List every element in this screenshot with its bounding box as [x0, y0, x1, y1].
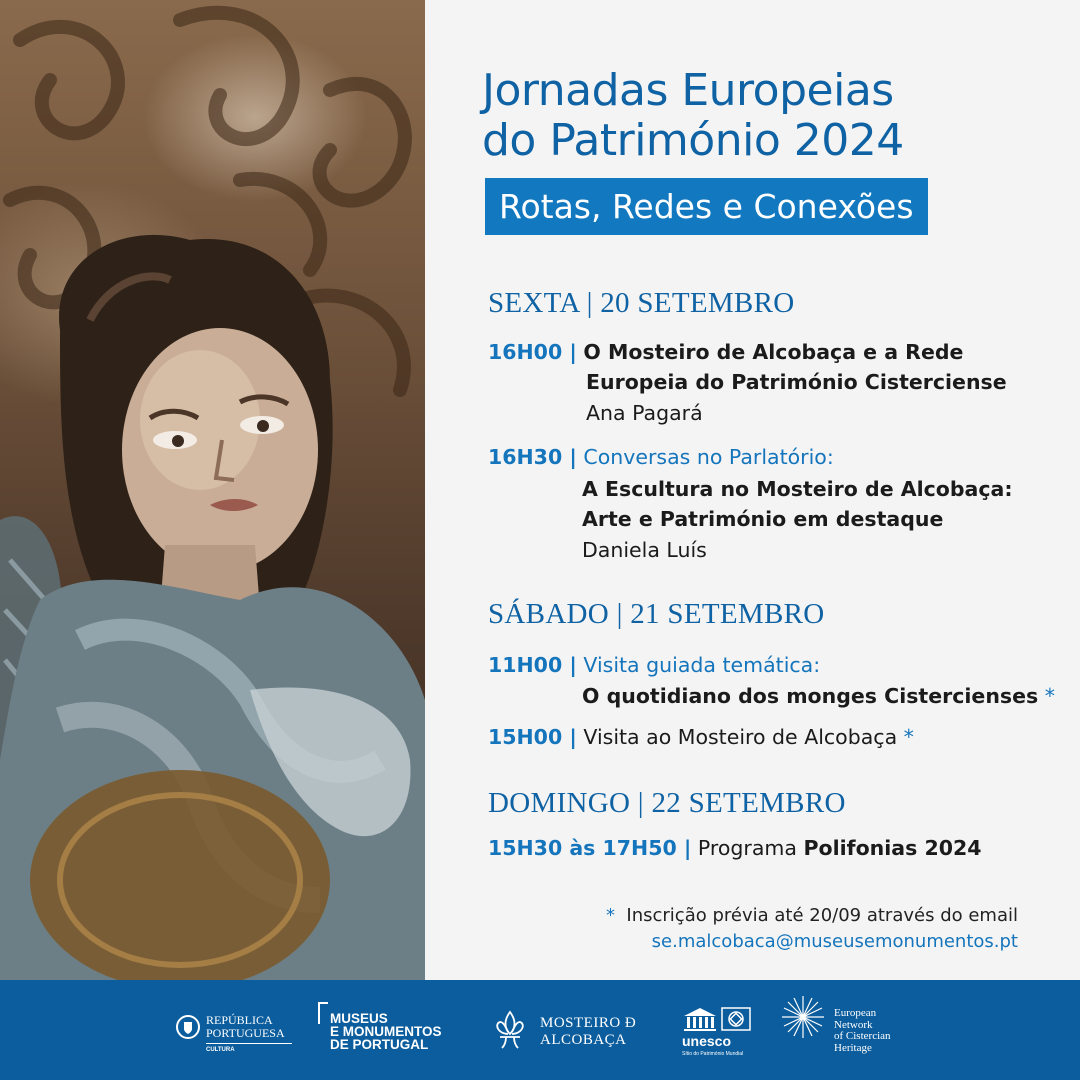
registration-note — [606, 903, 1018, 955]
event-title-line-2: Europeia do Património Cisterciense — [586, 370, 1007, 394]
note-line-1 — [606, 903, 1018, 929]
mosteiro-line-2: ALCOBAÇA — [540, 1032, 627, 1048]
event-speaker: Daniela Luís — [582, 538, 707, 562]
angel-sculpture-photo — [0, 0, 425, 980]
museus-e-monumentos-logo — [318, 1002, 468, 1062]
network-line-4: Heritage — [834, 1041, 872, 1054]
event-saturday-1 — [488, 649, 820, 682]
unesco-name: unesco — [682, 1033, 732, 1049]
event-time: 11H00 | — [488, 653, 577, 677]
unesco-caption: Sítio do Património Mundial — [682, 1051, 744, 1057]
event-title-line-1: O Mosteiro de Alcobaça e a Rede — [583, 340, 964, 364]
event-friday-1 — [488, 336, 963, 369]
note-asterisk: * — [605, 905, 615, 926]
unesco-logo — [682, 1006, 757, 1062]
day-heading-friday: SEXTA | 20 SETEMBRO — [488, 287, 795, 319]
page-title — [482, 66, 904, 166]
mosteiro-alcobaca-logo — [492, 1010, 652, 1060]
event-title-line — [582, 680, 1055, 712]
republica-line-3: CULTURA — [206, 1047, 235, 1053]
event-text: Visita ao Mosteiro de Alcobaça — [583, 725, 898, 749]
republica-line-2: PORTUGUESA — [206, 1026, 285, 1040]
footer-logo-bar — [0, 980, 1080, 1080]
event-title-line-2: Arte e Património em destaque — [582, 507, 944, 531]
day-heading-saturday: SÁBADO | 21 SETEMBRO — [488, 598, 825, 630]
fleur-de-lis-icon — [492, 1010, 528, 1050]
event-series: Conversas no Parlatório: — [583, 445, 834, 469]
event-time: 16H30 | — [488, 445, 577, 469]
event-text: Programa — [697, 836, 797, 860]
republica-portuguesa-logo — [176, 1012, 306, 1058]
network-line-2: Network — [834, 1018, 873, 1031]
subtitle-banner: Rotas, Redes e Conexões — [485, 178, 928, 235]
event-title-line-1: A Escultura no Mosteiro de Alcobaça: — [582, 477, 1013, 501]
museus-line-1: MUSEUS — [330, 1011, 388, 1026]
republica-line-1: REPÚBLICA — [206, 1013, 273, 1027]
note-text: Inscrição prévia até 20/09 através do email — [626, 905, 1018, 926]
museus-bracket-icon — [318, 1002, 320, 1024]
email-link[interactable]: se.malcobaca@museusemonumentos.pt — [651, 931, 1018, 952]
title-line-2-text: do Património — [482, 115, 781, 166]
day-heading-sunday: DOMINGO | 22 SETEMBRO — [488, 787, 846, 819]
event-time: 15H00 | — [488, 725, 577, 749]
title-line-2 — [482, 116, 904, 166]
museus-line-2: E MONUMENTOS — [330, 1024, 442, 1039]
event-sunday-1 — [488, 832, 982, 865]
event-time: 15H30 às 17H50 | — [488, 836, 692, 860]
program-panel — [425, 0, 1080, 980]
event-title-text: O quotidiano dos monges Cistercienses — [582, 684, 1039, 708]
coat-of-arms-icon — [176, 1014, 200, 1040]
asterisk-mark: * — [903, 725, 914, 749]
cistercian-network-logo — [780, 994, 915, 1070]
event-friday-2 — [488, 441, 834, 474]
event-time: 16H00 | — [488, 340, 577, 364]
network-line-3: of Cistercian — [834, 1030, 891, 1042]
museus-line-3: DE PORTUGAL — [330, 1037, 429, 1052]
event-speaker: Ana Pagará — [586, 401, 703, 425]
network-line-1: European — [834, 1007, 877, 1019]
unesco-emblem-icon — [682, 1006, 754, 1032]
star-burst-icon — [780, 994, 826, 1040]
title-line-1: Jornadas Europeias — [482, 65, 894, 116]
event-saturday-2 — [488, 721, 914, 754]
title-year: 2024 — [793, 115, 904, 166]
event-bold-text: Polifonias 2024 — [803, 836, 982, 860]
asterisk-mark: * — [1044, 684, 1055, 708]
republica-divider — [206, 1043, 292, 1044]
mosteiro-line-1: MOSTEIRO Ð — [540, 1015, 637, 1031]
event-series: Visita guiada temática: — [583, 653, 821, 677]
angel-sculpture-illustration — [0, 0, 425, 980]
